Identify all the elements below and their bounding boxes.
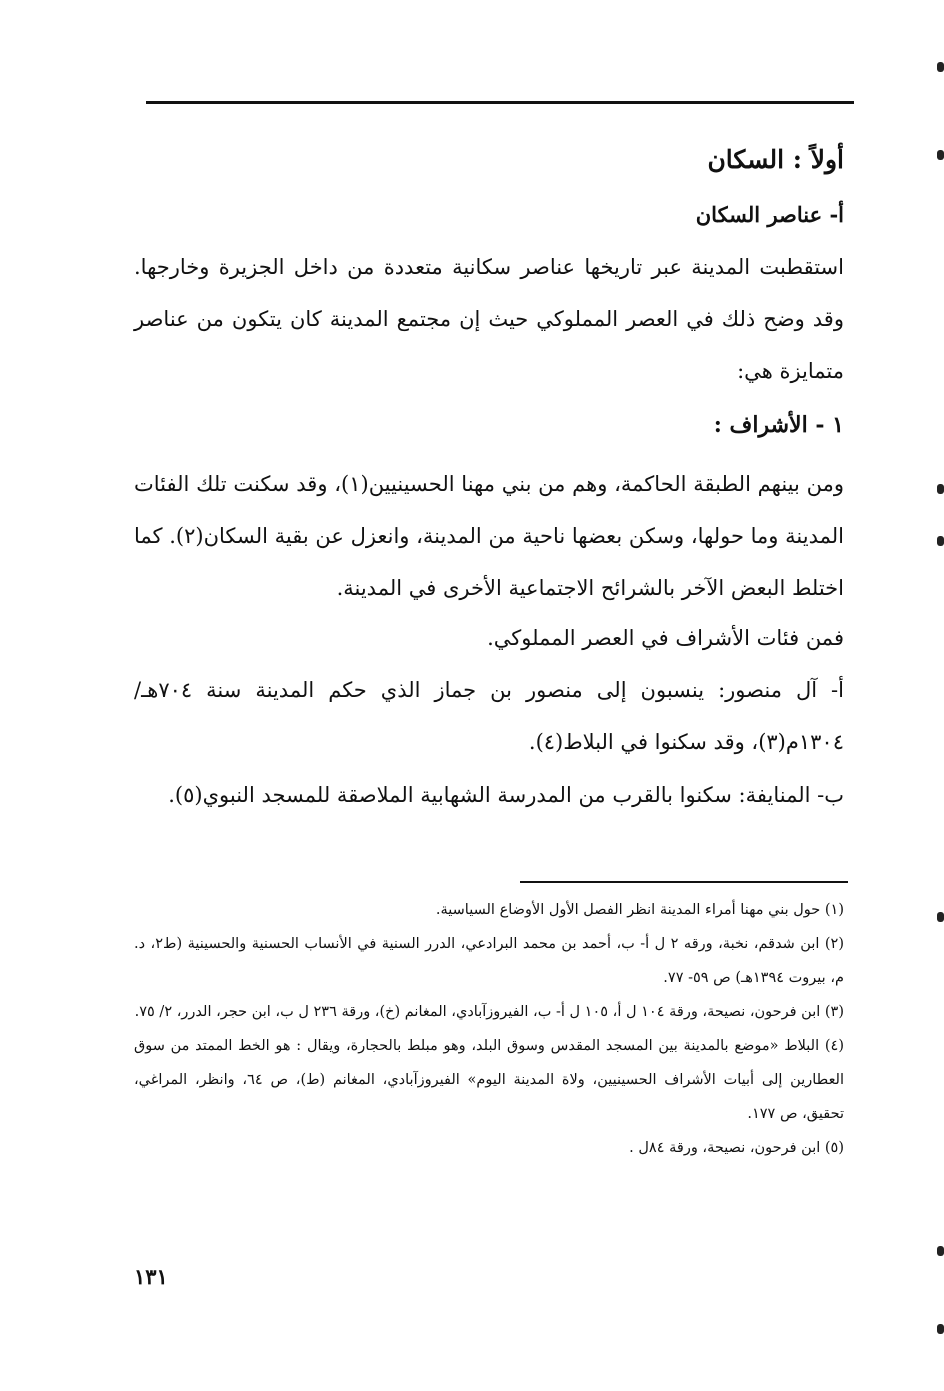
scan-mark (937, 62, 944, 72)
header-rule (146, 101, 854, 104)
subsection-heading: أ- عناصر السكان (695, 202, 844, 227)
footnote-1: (١) حول بني مهنا أمراء المدينة انظر الفصل الأول الأوضاع السياسية. (435, 902, 844, 918)
footnote-4: (٤) البلاط «موضع بالمدينة بين المسجد المقدس وسوق البلد، وهو مبلط بالحجارة، ويقال : هو الخط الممتد من سوق العطارين إلى أبيات الأشراف الحسينيين، ولاة المدينة اليوم» الفيروزآبادي، المغانم (ط)، ص ٦٤، وانظر، المراغي، تحقيق، ص ١٧٧. (134, 1038, 845, 1122)
scan-mark (937, 484, 944, 494)
ashraf-paragraph: ومن بينهم الطبقة الحاكمة، وهم من بني مهنا الحسينيين(١)، وقد سكنت تلك الفئات المدينة وما حولها، وسكن بعضها ناحية من المدينة، وانعزل عن بقية السكان(٢). كما اختلط البعض الآخر بالشرائح الاجتماعية الأخرى في المدينة. (134, 472, 844, 600)
ashraf-categories-paragraph: فمن فئات الأشراف في العصر المملوكي. (487, 626, 844, 650)
footnotes (134, 893, 844, 1165)
ashraf-heading: ١ - الأشراف : (713, 412, 844, 438)
scan-mark (937, 536, 944, 546)
scan-mark (937, 150, 944, 160)
section-heading: أولاً : السكان (707, 145, 844, 174)
intro-paragraph: استقطبت المدينة عبر تاريخها عناصر سكانية متعددة من داخل الجزيرة وخارجها. وقد وضح ذلك في العصر المملوكي حيث إن مجتمع المدينة كان يتكون من عناصر متمايزة هي: (134, 255, 844, 383)
item-al-manayifa: ب- المنايفة: سكنوا بالقرب من المدرسة الشهابية الملاصقة للمسجد النبوي(٥). (168, 783, 844, 807)
page-number: ١٣١ (134, 1264, 168, 1289)
footnote-3: (٣) ابن فرحون، نصيحة، ورقة ١٠٤ ل أ، ١٠٥ ل أ- ب، الفيروزآبادي، المغانم (خ)، ورقة ٢٣٦ ل ب، ابن حجر، الدرر، ٢/ ٧٥. (134, 1004, 844, 1020)
scan-mark (937, 1246, 944, 1256)
item-al-mansour: أ- آل منصور: ينسبون إلى منصور بن جماز الذي حكم المدينة سنة ٧٠٤هـ/ ١٣٠٤م(٣)، وقد سكنوا في البلاط(٤). (134, 678, 844, 754)
footnote-rule (520, 881, 848, 883)
scan-mark (937, 912, 944, 922)
scan-mark (937, 1324, 944, 1334)
footnote-2: (٢) ابن شدقم، نخبة، ورقه ٢ ل أ- ب، أحمد بن محمد البرادعي، الدرر السنية في الأنساب الحسنية والحسينية (ط٢، د. م، بيروت ١٣٩٤هـ) ص ٥٩- ٧٧. (134, 936, 845, 986)
footnote-5: (٥) ابن فرحون، نصيحة، ورقة ٨٤ل . (629, 1140, 844, 1156)
